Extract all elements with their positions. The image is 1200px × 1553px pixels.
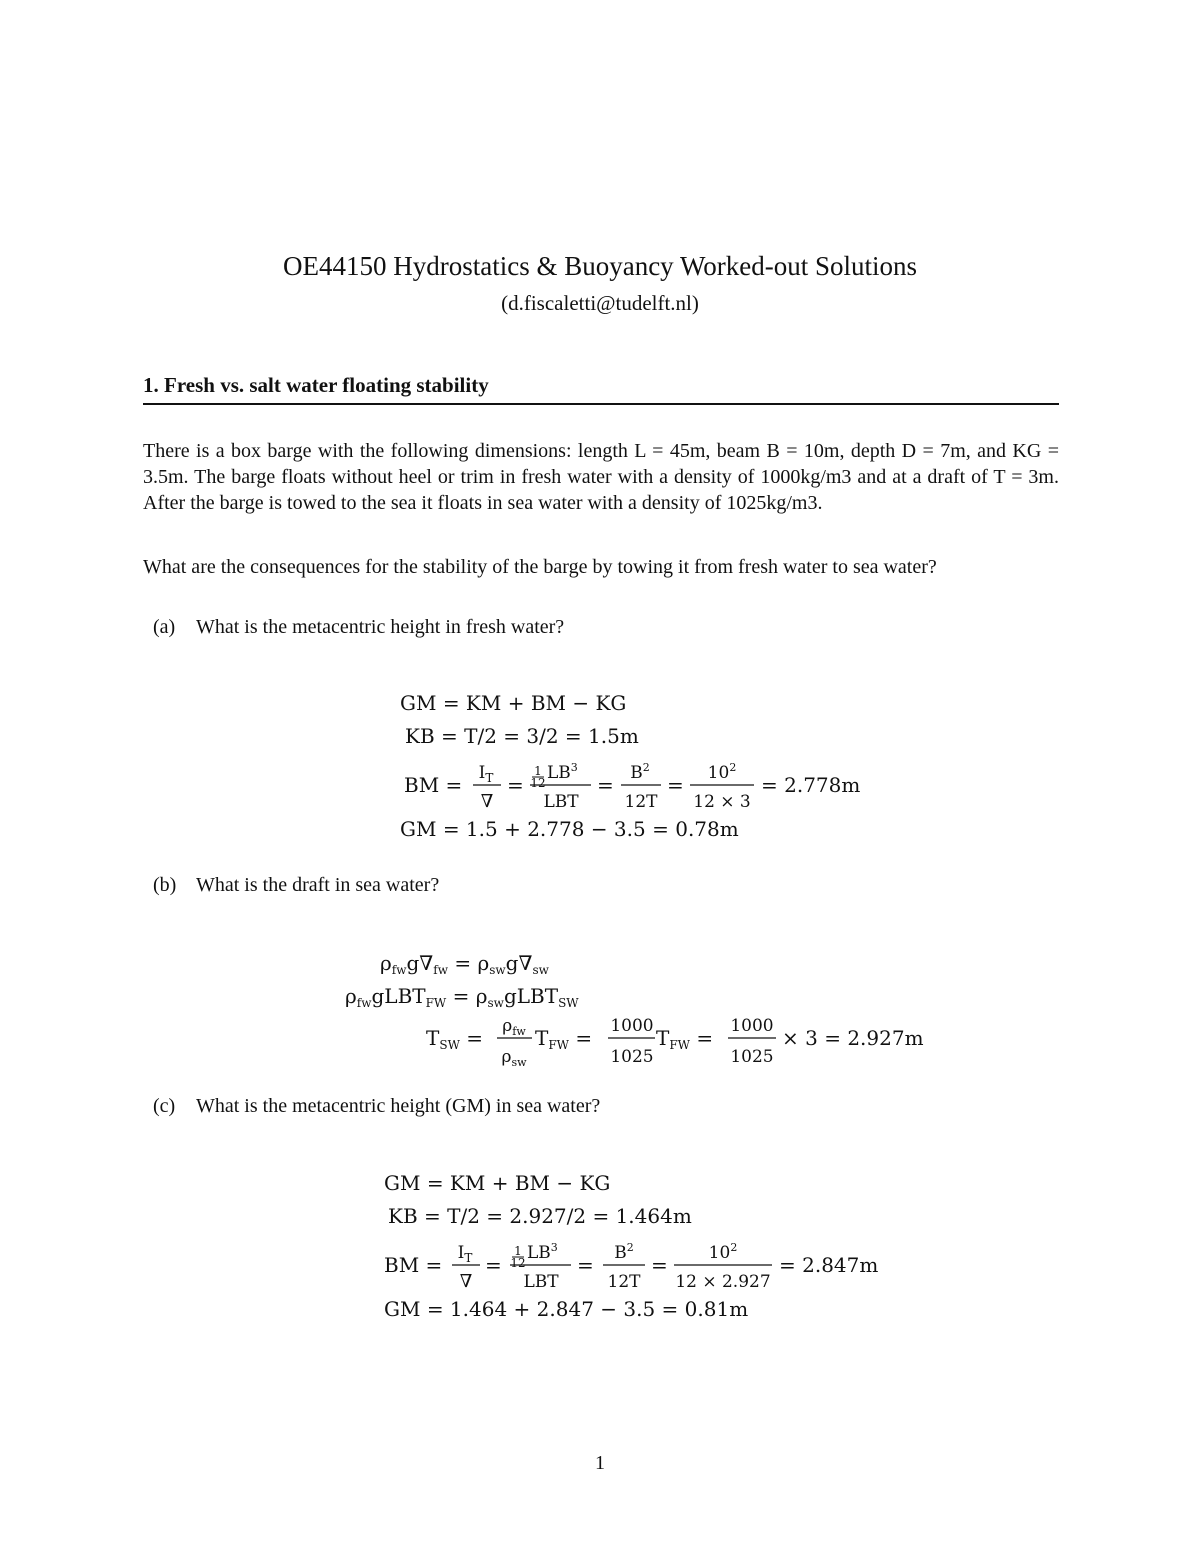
document-title: OE44150 Hydrostatics & Buoyancy Worked-out Solutions xyxy=(282,251,918,281)
svg-text:=: = xyxy=(485,1253,502,1277)
svg-text:LBT: LBT xyxy=(543,792,579,812)
svg-text:=: = xyxy=(651,1253,668,1277)
problem-paragraph-2: What are the consequences for the stability of the barge by towing it from fresh water to sea water? xyxy=(143,556,937,578)
svg-text:=: = xyxy=(507,773,524,797)
svg-text:=: = xyxy=(597,773,614,797)
question-a-text: What is the metacentric height in fresh water? xyxy=(196,616,565,638)
eq-c-line3 xyxy=(384,1241,878,1292)
svg-text:ρfw: $\rho_{fw}$ xyxy=(502,1016,526,1038)
page-number: 1 xyxy=(595,1452,605,1474)
question-c-label: (c) xyxy=(153,1095,176,1117)
eq-a-line1: GM = KM + BM − KG xyxy=(400,691,627,715)
question-c-text: What is the metacentric height (GM) in sea water? xyxy=(196,1095,601,1117)
svg-text:B2: $B^2$ xyxy=(630,761,650,783)
problem-paragraph-1: There is a box barge with the following dimensions: length L = 45m, beam B = 10m, depth D = 7m, and KG = 3.5m. The barge floats without heel or trim in fresh water with a density of 1000kg/m3 and at a draft of T = 3m. After the barge is towed to the sea it floats in sea water with a density of 1025kg/m3. xyxy=(143,440,1059,514)
section-number: 1. xyxy=(143,373,159,397)
svg-text:12: 12 xyxy=(530,776,546,790)
svg-text:TFW =: $T_{FW}$ = xyxy=(535,1026,593,1052)
author-email: (d.fiscaletti@tudelft.nl) xyxy=(501,291,699,315)
svg-text:1025: 1025 xyxy=(610,1047,654,1067)
eq-a-line2: KB = T/2 = 3/2 = 1.5m xyxy=(405,724,639,748)
svg-text:LBT: LBT xyxy=(523,1272,559,1292)
equations-a xyxy=(400,691,860,841)
eq-b-line2 xyxy=(345,984,579,1010)
svg-text:102: $10^2$ xyxy=(707,761,737,783)
section-title: Fresh vs. salt water floating stability xyxy=(164,373,489,397)
svg-text:× 3 = 2.927m: × 3 = 2.927m xyxy=(782,1026,924,1050)
question-b-text: What is the draft in sea water? xyxy=(196,874,440,896)
equations-b xyxy=(345,951,924,1069)
svg-text:LB3: $LB^3$ xyxy=(547,761,578,783)
eq-b-line3 xyxy=(426,1016,924,1069)
question-b-label: (b) xyxy=(153,874,177,896)
svg-text:12 × 3: 12 × 3 xyxy=(693,792,751,812)
svg-text:IT: $I_T$ xyxy=(457,1243,473,1265)
svg-text:12T: 12T xyxy=(607,1272,641,1292)
svg-text:BM =: BM = xyxy=(384,1253,443,1277)
svg-text:= 2.847m: = 2.847m xyxy=(779,1253,879,1277)
svg-text:12: 12 xyxy=(510,1256,526,1270)
eq-b-line1 xyxy=(380,951,550,977)
question-a-label: (a) xyxy=(153,616,176,638)
eq-c-line1: GM = KM + BM − KG xyxy=(384,1171,611,1195)
svg-text:ρfwg∇fw = ρswg∇sw: $\rho_{fw}g\nabla_{fw} = \rho_{sw}g\nabla_{sw}$ xyxy=(380,951,549,977)
svg-text:TSW =: $T_{SW}$ = xyxy=(426,1026,484,1052)
svg-text:102: $10^2$ xyxy=(708,1241,738,1263)
svg-text:1025: 1025 xyxy=(730,1047,774,1067)
eq-a-line4: GM = 1.5 + 2.778 − 3.5 = 0.78m xyxy=(400,817,739,841)
equations-c xyxy=(384,1171,878,1321)
svg-text:∇: ∇ xyxy=(459,1271,473,1292)
svg-text:B2: $B^2$ xyxy=(614,1241,634,1263)
eq-a-line3 xyxy=(404,761,860,812)
svg-text:ρfwgLBTFW = ρswgLBTSW: $\rho_{fw}gLBT_{FW}$ = $\rho_{sw}gLBT_{SW}$ xyxy=(345,984,579,1010)
svg-text:∇: ∇ xyxy=(480,791,494,812)
svg-text:1: 1 xyxy=(514,1244,522,1258)
svg-text:=: = xyxy=(577,1253,594,1277)
svg-text:12 × 2.927: 12 × 2.927 xyxy=(675,1272,771,1292)
svg-text:12T: 12T xyxy=(624,792,658,812)
svg-text:1000: 1000 xyxy=(610,1016,654,1036)
eq-c-line2: KB = T/2 = 2.927/2 = 1.464m xyxy=(388,1204,692,1228)
svg-text:BM =: BM = xyxy=(404,773,463,797)
svg-text:IT: $I_T$ xyxy=(478,763,494,785)
svg-text:TFW =: $T_{FW}$ = xyxy=(656,1026,714,1052)
svg-text:= 2.778m: = 2.778m xyxy=(761,773,861,797)
eq-c-line4: GM = 1.464 + 2.847 − 3.5 = 0.81m xyxy=(384,1297,749,1321)
svg-text:1: 1 xyxy=(534,764,542,778)
svg-text:=: = xyxy=(667,773,684,797)
svg-text:ρsw: $\rho_{sw}$ xyxy=(501,1047,527,1069)
svg-text:LB3: $LB^3$ xyxy=(527,1241,558,1263)
svg-text:1000: 1000 xyxy=(730,1016,774,1036)
